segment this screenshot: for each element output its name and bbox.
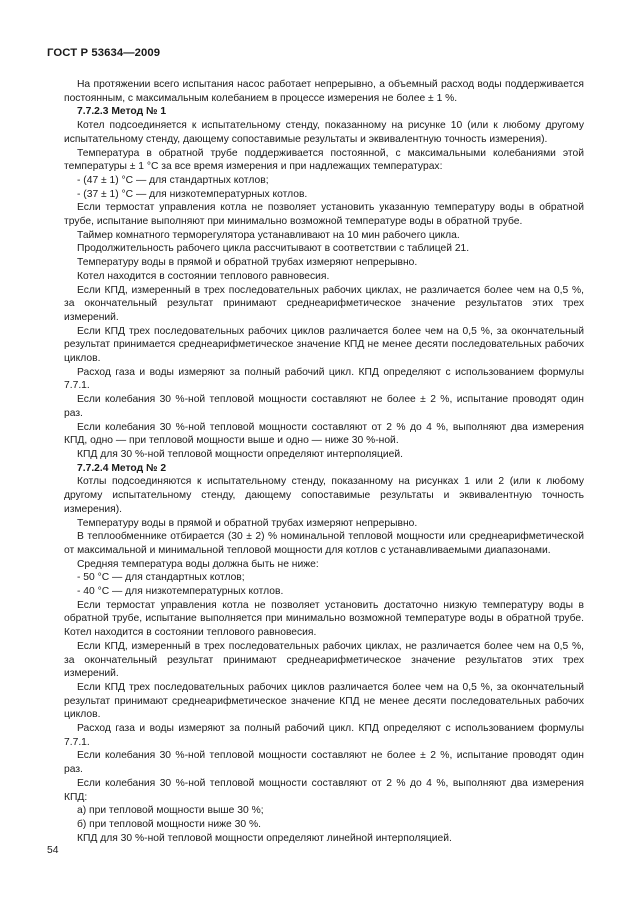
page-number: 54 bbox=[47, 845, 59, 856]
body-paragraph: КПД для 30 %-ной тепловой мощности определяют линейной интерполяцией. bbox=[77, 832, 452, 844]
document-body bbox=[64, 78, 584, 845]
body-paragraph: В теплообменнике отбирается (30 ± 2) % номинальной тепловой мощности или среднеарифметической от максимальной и минимальной тепловой мощности для котлов с устанавливаемыми диапазонами. bbox=[64, 531, 584, 556]
body-paragraph: Если колебания 30 %-ной тепловой мощности составляют не более ± 2 %, испытание проводят один раз. bbox=[64, 750, 584, 776]
body-paragraph: Если КПД, измеренный в трех последовательных рабочих циклах, не различается более чем на 0,5 %, за окончательный результат принимают среднеарифметическое значение результатов этих трех измерений. bbox=[64, 284, 584, 323]
body-paragraph: Если колебания 30 %-ной тепловой мощности составляют не более ± 2 %, испытание проводят один раз. bbox=[64, 394, 584, 419]
body-paragraph: - (47 ± 1) °С — для стандартных котлов; bbox=[77, 174, 269, 186]
body-paragraph: Если КПД, измеренный в трех последовательных рабочих циклах, не различается более чем на 0,5 %, за окончательный результат принимают среднеарифметическое значение результатов этих трех измерений. bbox=[64, 640, 584, 680]
body-paragraph: Продолжительность рабочего цикла рассчитывают в соответствии с таблицей 21. bbox=[77, 243, 470, 255]
body-paragraph: Температура в обратной трубе поддерживается постоянной, с максимальными колебаниями этой температуры ± 1 °С за все время измерения и при надлежащих температурах: bbox=[64, 147, 584, 173]
body-paragraph: - 40 °С — для низкотемпературных котлов. bbox=[77, 586, 284, 598]
body-paragraph: Если КПД трех последовательных рабочих циклов различается более чем на 0,5 %, за окончательный результат принимается среднеарифметическое значение КПД не менее десяти последовательных рабочих циклов. bbox=[64, 325, 584, 365]
body-paragraph: Если колебания 30 %-ной тепловой мощности составляют от 2 % до 4 %, выполняют два измерения КПД: bbox=[64, 777, 584, 803]
body-paragraph: Средняя температура воды должна быть не ниже: bbox=[77, 558, 319, 570]
body-paragraph: Расход газа и воды измеряют за полный рабочий цикл. КПД определяют с использованием формулы 7.7.1. bbox=[64, 723, 584, 748]
body-paragraph: Котел подсоединяется к испытательному стенду, показанному на рисунке 10 (или к любому другому испытательному стенду, дающему сопоставимые результаты и эквивалентную точность измерения). bbox=[64, 120, 584, 145]
body-paragraph: На протяжении всего испытания насос работает непрерывно, а объемный расход воды поддерживается постоянным, с максимальным колебанием в процессе измерения не более ± 1 %. bbox=[64, 79, 584, 104]
body-paragraph: Если колебания 30 %-ной тепловой мощности составляют от 2 % до 4 %, выполняют два измерения КПД, одно — при тепловой мощности выше и одно — ниже 30 %-ной. bbox=[64, 421, 584, 447]
body-paragraph: а) при тепловой мощности выше 30 %; bbox=[77, 805, 264, 817]
body-paragraph: Температуру воды в прямой и обратной трубах измеряют непрерывно. bbox=[77, 517, 418, 529]
body-paragraph: Если КПД трех последовательных рабочих циклов различается более чем на 0,5 %, за окончательный результат принимают среднеарифметическое значение КПД не менее десяти последовательных рабочих циклов. bbox=[64, 681, 584, 721]
body-paragraph: КПД для 30 %-ной тепловой мощности определяют интерполяцией. bbox=[77, 448, 403, 460]
page-header-title: ГОСТ Р 53634—2009 bbox=[47, 47, 161, 59]
body-paragraph: - (37 ± 1) °С — для низкотемпературных котлов. bbox=[77, 188, 308, 200]
body-paragraph: Котлы подсоединяются к испытательному стенду, показанному на рисунках 1 или 2 (или к любому другому испытательному стенду, дающему сопоставимые результаты и эквивалентную точность измерения). bbox=[64, 476, 584, 515]
body-paragraph: Если термостат управления котла не позволяет установить достаточно низкую температуру воды в обратной трубе, испытание выполняется при минимально возможной температуре воды в обратной трубе. Котел находится в состоянии теплового равновесия. bbox=[64, 599, 584, 639]
body-paragraph: б) при тепловой мощности ниже 30 %. bbox=[77, 818, 261, 830]
body-paragraph: Расход газа и воды измеряют за полный рабочий цикл. КПД определяют с использованием формулы 7.7.1. bbox=[64, 366, 584, 392]
section-heading: 7.7.2.3 Метод № 1 bbox=[77, 106, 167, 118]
body-paragraph: Если термостат управления котла не позволяет установить указанную температуру воды в обратной трубе, испытание выполняют при минимально возможной температуре воды в обратной трубе. bbox=[64, 202, 584, 228]
body-paragraph: Температуру воды в прямой и обратной трубах измеряют непрерывно. bbox=[77, 257, 418, 269]
body-paragraph: - 50 °С — для стандартных котлов; bbox=[77, 572, 245, 584]
body-paragraph: Котел находится в состоянии теплового равновесия. bbox=[77, 270, 330, 282]
section-heading: 7.7.2.4 Метод № 2 bbox=[77, 462, 167, 474]
body-paragraph: Таймер комнатного терморегулятора устанавливают на 10 мин рабочего цикла. bbox=[77, 229, 460, 241]
